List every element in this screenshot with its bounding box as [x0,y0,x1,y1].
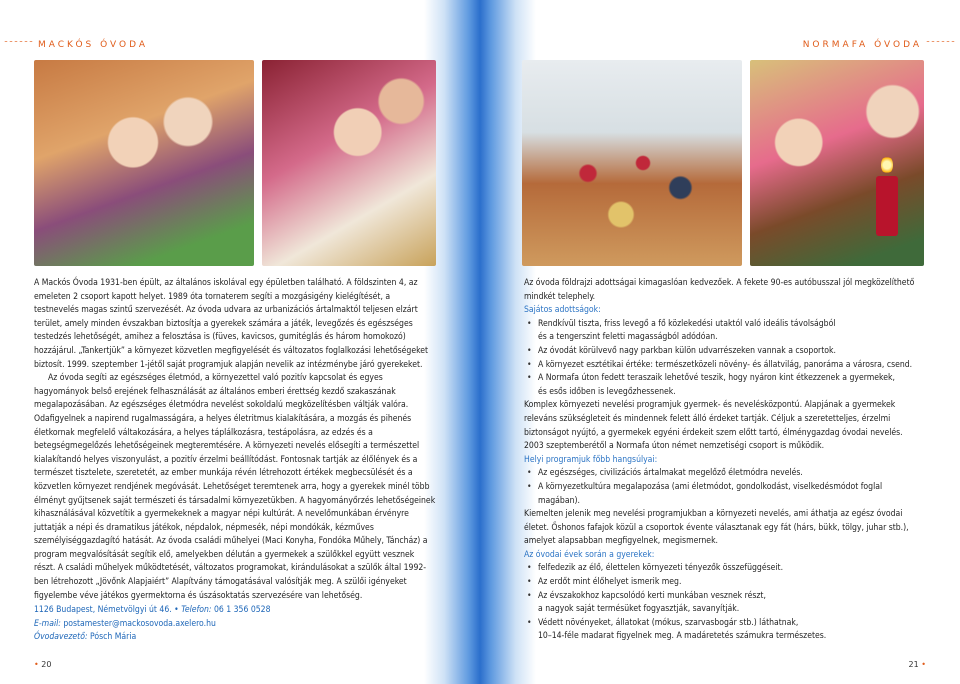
section2-title: Helyi programjuk főbb hangsúlyai: [524,454,658,465]
section1-list [524,318,920,400]
list-item: • Az évszakokhoz kapcsolódó kerti munkában vesznek részt, [524,590,920,604]
right-header-ornament: ˜˜˜˜˜˜ [926,40,956,49]
list-item: • A környezet esztétikai értéke: természetközeli növény- és állatvilág, panoráma a városra, csend. [524,359,920,373]
contact-line-3 [34,631,436,645]
list-item: • Rendkívül tiszta, friss levegő a fő közlekedési utaktól való ideális távolságból [524,318,920,332]
right-page [524,0,960,684]
contact-line-2 [34,618,436,632]
contact-line-1: 1126 Budapest, Németvölgyi út 46. • Telefon: 06 1 356 0528 [34,605,271,616]
list-item: és a tengerszint feletti magasságból adódóan. [538,332,718,343]
photo-children-cutting-vegetables [34,60,254,266]
right-paragraph-2: Komplex környezeti nevelési programjuk gyermek- és nevelésközpontú. Alapjának a gyermekek releváns szükségleteit és mindennek felett álló érdeket tartják. Céljuk a szeretetteljes, érzelmi biztonságot nyújtó, a gyermekek egyéni érdekeit szem előtt tartó, élménygazdag óvodai nevelés. [524,400,903,438]
left-page [0,0,436,684]
list-item: • Az óvodát körülvevő nagy parkban külön udvarrészeken vannak a csoportok. [524,345,920,359]
right-paragraph-3: 2003 szeptemberétől a Normafa úton német nemzetiségi csoport is működik. [524,441,825,452]
left-header-ornament: ˜˜˜˜˜˜ [4,40,34,49]
list-item: a nagyok saját termésüket fogyasztják, savanyítják. [538,604,740,615]
section3-list [524,562,920,644]
right-page-number: 21 • [908,660,926,669]
list-item: 10–14-féle madarat figyelnek meg. A madáretetés számukra természetes. [538,631,827,642]
leader-name: Pósch Mária [90,632,137,643]
section2-list [524,467,920,508]
left-body-text [34,277,436,645]
photo-image [34,60,254,266]
section1-title: Sajátos adottságok: [524,305,601,316]
left-header [0,40,148,50]
list-item: • A környezetkultúra megalapozása (ami életmódot, gondolkodást, viselkedésmódot foglal magában). [524,481,920,508]
candle-shape [876,176,898,236]
list-item: • A Normafa úton fedett teraszaik lehetővé teszik, hogy nyáron kint étkezzenek a gyermekek, [524,372,920,386]
center-spine [424,0,536,684]
photo-image [522,60,742,266]
flame-shape [881,156,893,174]
phone-number[interactable]: 06 1 356 0528 [213,605,271,616]
email-link[interactable]: postamester@mackosovoda.axelero.hu [63,618,216,629]
photo-image [262,60,436,266]
left-page-number: • 20 [34,660,52,669]
leader-label: Óvodavezető: [34,632,88,643]
photo-child-chopping-with-teacher [262,60,436,266]
right-header-title: NORMAFA ÓVODA [802,40,922,50]
left-paragraph-1: A Mackós Óvoda 1931-ben épült, az általános iskolával egy épületben található. A földszinten 4, az emeleten 2 csoport kapott helyet. 1989 óta tornaterem segíti a mozgásigény kielégítését, a testnevelés magas szintű szervezését. Az óvoda udvara az urbanizációs ártalmaktól teljesen elzárt terület, amely minden évszakban biztosítja a gyerekek számára a játék, levegőzés és egészséges testedzés lehetőségét, amihez a felosztása is (füves, kavicsos, gumitéglás és három homokozó) hozzájárul. „Tankertjük” a környezet közvetlen megfigyelését és változatos foglalkozási lehetőségeket biztosít. 1999. szeptember 1-jétől saját programjuk alapján nevelik az intézménybe járó gyerekeket. [34,278,429,370]
right-body-text [524,277,920,644]
list-item: • felfedezik az élő, élettelen környezeti tényezők összefüggéseit. [524,562,920,576]
list-item: és esős időben is levegőzhessenek. [538,386,676,397]
contact-block [34,604,436,645]
photo-children-crafting-candle [750,60,924,266]
email-label: E-mail: [34,618,61,629]
section3-title: Az óvodai évek során a gyerekek: [524,549,655,560]
right-intro: Az óvoda földrajzi adottságai kimagaslóan kedvezőek. A fekete 90-es autóbusszal jól megközelíthető mindkét telephely. [524,278,915,302]
photo-classroom-christmas [522,60,742,266]
list-item: • Az erdőt mint élőhelyet ismerik meg. [524,576,920,590]
right-paragraph-4: Kiemelten jelenik meg nevelési programjukban a környezeti nevelés, ami áthatja az egész óvodai életet. Őshonos fafajok közül a csoportok évente választanak egy fát (hárs, bükk, tölgy, juhar stb.), amelyet alapsabban megfigyelnek, megismernek. [524,509,909,547]
list-item: • Védett növényeket, állatokat (mókus, szarvasbogár stb.) láthatnak, [524,617,920,631]
left-paragraph-2: Az óvoda segíti az egészséges életmód, a környezettel való pozitív kapcsolat és egyes hagyományok belső erejének felhasználását az általános emberi érettség kezdő szakaszának megalapozásában. Az egészséges életmódra nevelést sokoldalú megközelítésben váltják valóra. Odafigyelnek a napirend rugalmasságára, a helyes életritmus kialakítására, a mozgás és pihenés életkornak megfelelő váltakozására, a helyes táplálkozásra, testápolásra, az edzés és a betegségmegelőzés lehetőségeinek megteremtésére. A környezeti nevelés elősegíti a természettel kialakítandó helyes viszonyulást, a pozitív érzelmi beállítódást. Fontosnak tartják az élőlények és a természet tisztelete, szeretetét, az ember munkája révén létrehozott értékek megbecsülését és a közvetlen környezet rendjének megóvását. Lehetőséget teremtenek arra, hogy a gyerekek minél több élményt gyűjtsenek saját természeti és társadalmi környezetükben. A hagyományőrzés lehetőségeinek kihasználásával közvetítik a gyermekeknek a magyar népi kultúrát. A nevelőmunkában érvényre juttatják a népi és dramatikus játékok, népdalok, népmesék, népi mondókák, kézműves személyiséggazdagító hatását. Az óvoda családi műhelyei (Maci Konyha, Fondóka Műhely, Táncház) a program megvalósítását segítik elő, amelyekben délután a gyermekek a szülőkkel együtt vesznek részt. A családi műhelyek működtetését, változatos programokat, kirándulásokat a szülők által 1992-ben létrehozott „Jövőnk Alapjaiért” Alapítvány támogatásával valósítják meg. A szülői igényeket figyelembe véve játékos gyermektorna és úszásoktatás szervezésére van lehetőség. [34,373,436,601]
right-header [803,40,960,50]
list-item: • Az egészséges, civilizációs ártalmakat megelőző életmódra nevelés. [524,467,920,481]
address: 1126 Budapest, Németvölgyi út 46. [34,605,172,616]
left-header-title: MACKÓS ÓVODA [38,40,149,50]
photo-image [750,60,924,266]
phone-label: Telefon: [181,605,212,616]
